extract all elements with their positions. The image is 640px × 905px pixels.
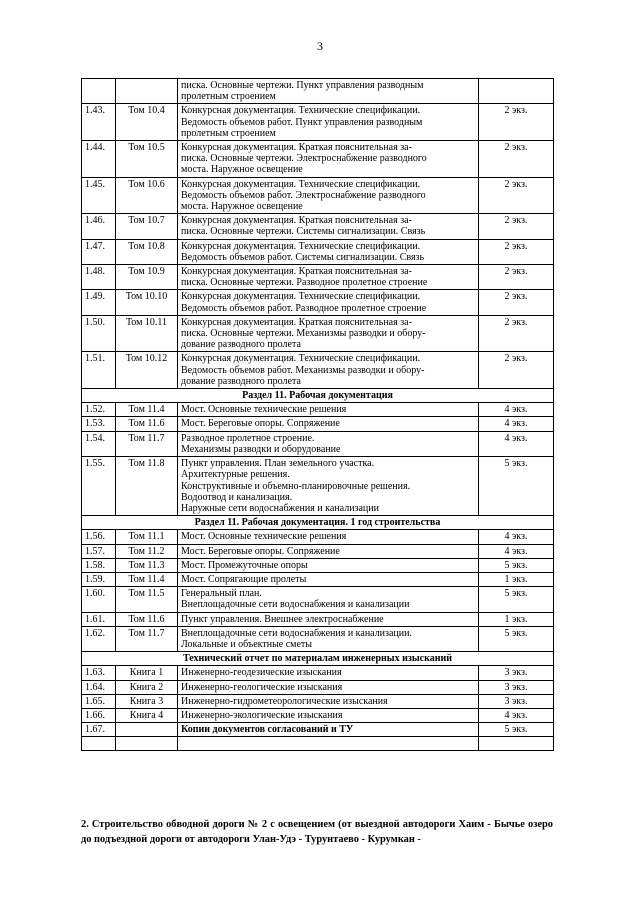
table-row — [82, 104, 554, 141]
item-number: 1.49. — [82, 290, 116, 315]
description-line: Копии документов согласований и ТУ — [181, 724, 354, 736]
section-header-row — [82, 516, 554, 530]
description-line: дование разводного пролета — [181, 339, 301, 351]
document-description — [178, 417, 479, 431]
copies-count: 5 экз. — [479, 587, 554, 612]
volume-label: Книга 1 — [116, 666, 178, 680]
document-description — [178, 104, 479, 141]
document-description — [178, 587, 479, 612]
item-number: 1.58. — [82, 558, 116, 572]
item-number: 1.55. — [82, 457, 116, 516]
item-number: 1.66. — [82, 708, 116, 722]
description-line: писка. Основные чертежи. Системы сигнализации. Связь — [181, 226, 426, 238]
table-row — [82, 315, 554, 352]
copies-count: 4 экз. — [479, 544, 554, 558]
description-line: писка. Основные чертежи. Электроснабжение разводного — [181, 153, 427, 165]
volume-label: Том 10.9 — [116, 265, 178, 290]
volume-label: Том 11.6 — [116, 417, 178, 431]
item-number: 1.52. — [82, 403, 116, 417]
document-description — [178, 626, 479, 651]
item-number: 1.60. — [82, 587, 116, 612]
item-number: 1.45. — [82, 177, 116, 214]
volume-label: Том 11.2 — [116, 544, 178, 558]
document-description — [178, 431, 479, 456]
description-line: дование разводного пролета — [181, 375, 301, 387]
table-row — [82, 558, 554, 572]
copies-count: 4 экз. — [479, 417, 554, 431]
copies-count: 4 экз. — [479, 403, 554, 417]
item-number — [82, 79, 116, 104]
description-line: Генеральный план. — [181, 588, 262, 600]
item-number: 1.63. — [82, 666, 116, 680]
empty-cell — [479, 737, 554, 751]
description-line: Инженерно-геодезические изыскания — [181, 667, 342, 679]
document-description — [178, 141, 479, 178]
copies-count: 2 экз. — [479, 239, 554, 264]
document-description — [178, 403, 479, 417]
description-line: Конкурсная документация. Технические спецификации. — [181, 353, 421, 365]
description-line: Конкурсная документация. Краткая пояснительная за- — [181, 142, 412, 154]
document-description — [178, 708, 479, 722]
description-line: Конструктивные и объемно-планировочные решения. — [181, 480, 411, 492]
item-number: 1.62. — [82, 626, 116, 651]
item-number: 1.47. — [82, 239, 116, 264]
table-row — [82, 265, 554, 290]
item-number: 1.59. — [82, 572, 116, 586]
table-row — [82, 431, 554, 456]
volume-label: Том 10.7 — [116, 214, 178, 239]
volume-label: Том 11.3 — [116, 558, 178, 572]
volume-label: Том 11.7 — [116, 431, 178, 456]
description-line: Конкурсная документация. Технические спецификации. — [181, 178, 421, 190]
document-description — [178, 572, 479, 586]
item-number: 1.50. — [82, 315, 116, 352]
description-line: писка. Основные чертежи. Механизмы разводки и обору- — [181, 328, 426, 340]
volume-label: Книга 4 — [116, 708, 178, 722]
table-row — [82, 666, 554, 680]
copies-count: 5 экз. — [479, 558, 554, 572]
description-line: Инженерно-экологические изыскания — [181, 709, 343, 721]
description-line: Мост. Основные технические решения — [181, 531, 347, 543]
description-line: Ведомость объемов работ. Разводное пролетное строение — [181, 302, 427, 314]
section-title: Раздел 11. Рабочая документация. 1 год строительства — [82, 516, 554, 530]
copies-count: 4 экз. — [479, 708, 554, 722]
volume-label: Том 11.7 — [116, 626, 178, 651]
copies-count: 2 экз. — [479, 352, 554, 389]
document-list-table — [81, 78, 554, 751]
description-line: Внеплощадочные сети водоснабжения и канализации — [181, 599, 410, 611]
item-number: 1.54. — [82, 431, 116, 456]
description-line: Внеплощадочные сети водоснабжения и канализации. — [181, 627, 412, 639]
document-list-body — [82, 79, 554, 751]
description-line: Мост. Промежуточные опоры — [181, 559, 308, 571]
table-row — [82, 587, 554, 612]
table-row — [82, 694, 554, 708]
copies-count: 2 экз. — [479, 290, 554, 315]
document-description — [178, 723, 479, 737]
table-row — [82, 544, 554, 558]
document-description — [178, 666, 479, 680]
empty-row — [82, 737, 554, 751]
description-line: Наружные сети водоснабжения и канализации — [181, 502, 379, 514]
copies-count: 2 экз. — [479, 214, 554, 239]
description-line: Ведомость объемов работ. Механизмы разводки и обору- — [181, 364, 425, 376]
document-description — [178, 694, 479, 708]
volume-label: Том 10.8 — [116, 239, 178, 264]
copies-count: 1 экз. — [479, 612, 554, 626]
item-number: 1.67. — [82, 723, 116, 737]
copies-count: 2 экз. — [479, 104, 554, 141]
description-line: Пункт управления. Внешнее электроснабжение — [181, 613, 384, 625]
description-line: Водоотвод и канализация. — [181, 491, 293, 503]
volume-label — [116, 723, 178, 737]
item-number: 1.64. — [82, 680, 116, 694]
copies-count: 3 экз. — [479, 666, 554, 680]
description-line: Пункт управления. План земельного участка. — [181, 458, 375, 470]
description-line: Ведомость объемов работ. Электроснабжение разводного — [181, 189, 426, 201]
document-description — [178, 544, 479, 558]
volume-label: Том 10.10 — [116, 290, 178, 315]
volume-label: Том 11.8 — [116, 457, 178, 516]
volume-label: Том 11.5 — [116, 587, 178, 612]
document-description — [178, 352, 479, 389]
item-number: 1.48. — [82, 265, 116, 290]
description-line: Разводное пролетное строение. — [181, 432, 315, 444]
table-row — [82, 239, 554, 264]
item-number: 1.56. — [82, 530, 116, 544]
document-description — [178, 457, 479, 516]
table-row — [82, 723, 554, 737]
description-line: Инженерно-геологические изыскания — [181, 681, 343, 693]
volume-label: Том 10.11 — [116, 315, 178, 352]
table-row — [82, 572, 554, 586]
table-row — [82, 403, 554, 417]
document-description — [178, 177, 479, 214]
table-row — [82, 177, 554, 214]
description-line: Архитектурные решения. — [181, 469, 290, 481]
description-line: Локальные и объектные сметы — [181, 638, 313, 650]
volume-label — [116, 79, 178, 104]
copies-count: 1 экз. — [479, 572, 554, 586]
table-row — [82, 79, 554, 104]
description-line: Мост. Береговые опоры. Сопряжение — [181, 418, 340, 430]
copies-count — [479, 79, 554, 104]
volume-label: Книга 2 — [116, 680, 178, 694]
volume-label: Том 10.4 — [116, 104, 178, 141]
empty-cell — [82, 737, 116, 751]
description-line: Конкурсная документация. Краткая пояснительная за- — [181, 316, 412, 328]
table-row — [82, 626, 554, 651]
document-description — [178, 290, 479, 315]
description-line: Конкурсная документация. Технические спецификации. — [181, 291, 421, 303]
table-row — [82, 290, 554, 315]
description-line: Конкурсная документация. Технические спецификации. — [181, 105, 421, 117]
description-line: Мост. Основные технические решения — [181, 404, 347, 416]
item-number: 1.61. — [82, 612, 116, 626]
description-line: Мост. Береговые опоры. Сопряжение — [181, 545, 340, 557]
copies-count: 2 экз. — [479, 315, 554, 352]
section-title: Технический отчет по материалам инженерных изысканий — [82, 652, 554, 666]
item-number: 1.44. — [82, 141, 116, 178]
table-row — [82, 530, 554, 544]
document-description — [178, 214, 479, 239]
section-title: Раздел 11. Рабочая документация — [82, 389, 554, 403]
copies-count: 3 экз. — [479, 680, 554, 694]
item-number: 1.43. — [82, 104, 116, 141]
copies-count: 2 экз. — [479, 265, 554, 290]
empty-cell — [178, 737, 479, 751]
description-line: моста. Наружное освещение — [181, 201, 303, 213]
description-line: Конкурсная документация. Краткая пояснительная за- — [181, 266, 412, 278]
section-header-row — [82, 389, 554, 403]
copies-count: 4 экз. — [479, 431, 554, 456]
item-number: 1.51. — [82, 352, 116, 389]
volume-label: Том 10.5 — [116, 141, 178, 178]
volume-label: Том 10.12 — [116, 352, 178, 389]
copies-count: 5 экз. — [479, 626, 554, 651]
copies-count: 4 экз. — [479, 530, 554, 544]
section-2-heading: 2. Строительство обводной дороги № 2 с освещением (от выездной автодороги Хаим - Бычье озеро до подъездной дороги от автодороги Улан-Удэ - Турунтаево - Курумкан - — [81, 819, 553, 845]
document-description — [178, 79, 479, 104]
volume-label: Книга 3 — [116, 694, 178, 708]
table-row — [82, 680, 554, 694]
description-line: пролетным строением — [181, 127, 276, 139]
description-line: Ведомость объемов работ. Системы сигнализации. Связь — [181, 251, 425, 263]
table-row — [82, 457, 554, 516]
item-number: 1.53. — [82, 417, 116, 431]
document-description — [178, 680, 479, 694]
table-row — [82, 417, 554, 431]
empty-cell — [116, 737, 178, 751]
copies-count: 2 экз. — [479, 141, 554, 178]
document-description — [178, 315, 479, 352]
volume-label: Том 11.4 — [116, 572, 178, 586]
document-description — [178, 612, 479, 626]
description-line: Конкурсная документация. Краткая пояснительная за- — [181, 215, 412, 227]
item-number: 1.46. — [82, 214, 116, 239]
copies-count: 2 экз. — [479, 177, 554, 214]
document-description — [178, 265, 479, 290]
page-number: 3 — [317, 39, 323, 53]
table-row — [82, 141, 554, 178]
description-line: Конкурсная документация. Технические спецификации. — [181, 240, 421, 252]
item-number: 1.57. — [82, 544, 116, 558]
description-line: Ведомость объемов работ. Пункт управления разводным — [181, 116, 423, 128]
item-number: 1.65. — [82, 694, 116, 708]
description-line: пролетным строением — [181, 91, 276, 103]
description-line: Механизмы разводки и оборудование — [181, 443, 341, 455]
description-line: Инженерно-гидрометеорологические изыскания — [181, 695, 388, 707]
document-description — [178, 530, 479, 544]
table-row — [82, 352, 554, 389]
table-row — [82, 612, 554, 626]
copies-count: 5 экз. — [479, 723, 554, 737]
volume-label: Том 11.4 — [116, 403, 178, 417]
description-line: Мост. Сопрягающие пролеты — [181, 573, 307, 585]
section-header-row — [82, 652, 554, 666]
copies-count: 5 экз. — [479, 457, 554, 516]
table-row — [82, 708, 554, 722]
volume-label: Том 10.6 — [116, 177, 178, 214]
description-line: писка. Основные чертежи. Разводное пролетное строение — [181, 277, 428, 289]
copies-count: 3 экз. — [479, 694, 554, 708]
table-row — [82, 214, 554, 239]
description-line: писка. Основные чертежи. Пункт управления разводным — [181, 80, 424, 91]
document-description — [178, 558, 479, 572]
volume-label: Том 11.6 — [116, 612, 178, 626]
volume-label: Том 11.1 — [116, 530, 178, 544]
description-line: моста. Наружное освещение — [181, 164, 303, 176]
document-description — [178, 239, 479, 264]
